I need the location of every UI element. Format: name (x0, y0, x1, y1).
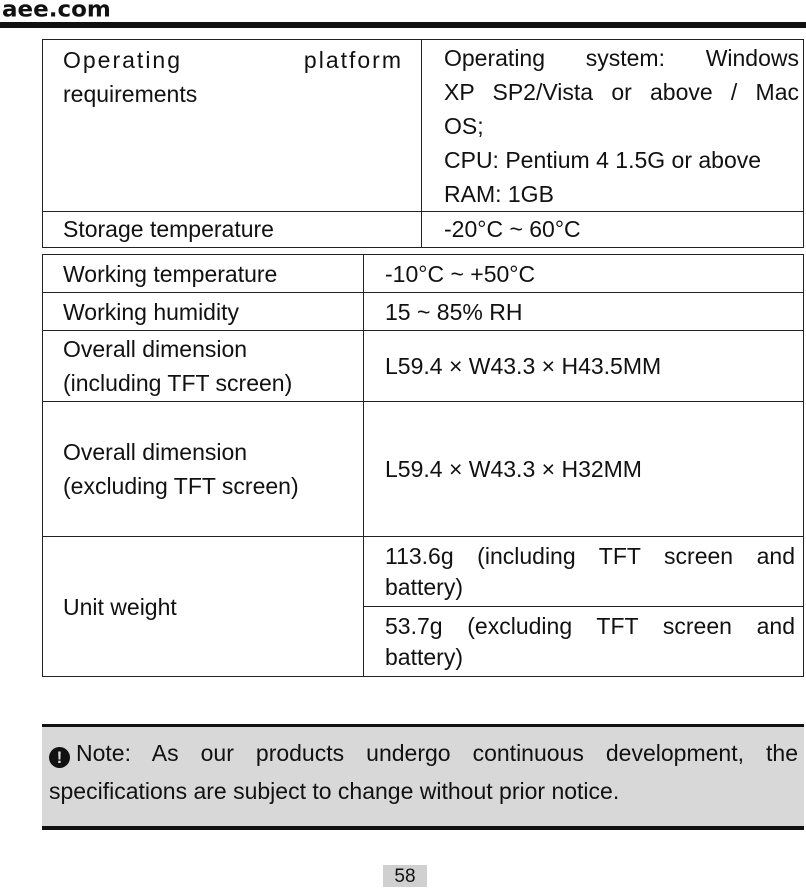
cpu-line: CPU: Pentium 4 1.5G or above (444, 147, 762, 173)
label-working-humidity: Working humidity (43, 293, 364, 331)
os-line-3: OS; (444, 113, 484, 139)
page-header (0, 0, 806, 30)
note-text: Note: As our products undergo continuous development, the specifications are subject to change without prior notice. (49, 740, 798, 804)
label-line-2: (excluding TFT screen) (63, 473, 299, 499)
table-row-unit-weight-a (43, 537, 804, 607)
label-requirements: requirements (63, 81, 198, 107)
page-number: 58 (383, 865, 427, 887)
label-dimension-excluding (43, 402, 364, 537)
spec-table-2 (42, 254, 804, 677)
value-cell (422, 40, 804, 212)
label-operating-platform: Operating platform (63, 47, 403, 73)
exclamation-circle-icon: ! (49, 747, 70, 768)
note-paragraph (49, 734, 798, 810)
note-box (42, 724, 804, 830)
header-rule (0, 22, 806, 28)
os-line-2: XP SP2/Vista or above / Mac (444, 79, 799, 105)
table-row-working-temperature (43, 255, 804, 293)
brand-logo: aee.com (2, 0, 111, 23)
label-line-1: Overall dimension (63, 336, 248, 362)
os-line-1: Operating system: Windows (444, 45, 799, 71)
table-row-working-humidity (43, 293, 804, 331)
label-dimension-including (43, 331, 364, 402)
table-row-storage-temperature (43, 212, 804, 248)
label-cell (43, 40, 422, 212)
spec-table-1 (42, 39, 804, 248)
value-storage-temperature: -20°C ~ 60°C (422, 212, 804, 248)
label-storage-temperature: Storage temperature (43, 212, 422, 248)
value-working-humidity: 15 ~ 85% RH (364, 293, 804, 331)
table-row-dimension-including (43, 331, 804, 402)
value-dimension-excluding: L59.4 × W43.3 × H32MM (364, 402, 804, 537)
label-line-2: (including TFT screen) (63, 370, 293, 396)
ram-line: RAM: 1GB (444, 181, 554, 207)
label-working-temperature: Working temperature (43, 255, 364, 293)
table-row-operating-platform (43, 40, 804, 212)
value-weight-excluding: 53.7g (excluding TFT screen and battery) (364, 607, 804, 677)
label-unit-weight: Unit weight (43, 537, 364, 677)
table-row-dimension-excluding (43, 402, 804, 537)
value-working-temperature: -10°C ~ +50°C (364, 255, 804, 293)
value-weight-including: 113.6g (including TFT screen and battery) (364, 537, 804, 607)
label-line-1: Overall dimension (63, 439, 248, 465)
value-dimension-including: L59.4 × W43.3 × H43.5MM (364, 331, 804, 402)
